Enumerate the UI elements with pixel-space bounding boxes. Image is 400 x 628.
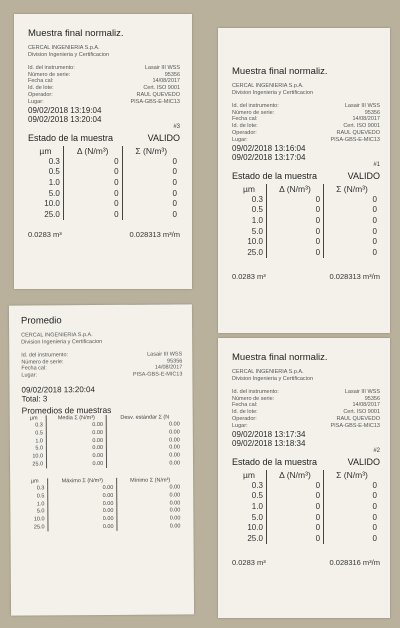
sample-status: Estado de la muestra VALIDO	[232, 170, 380, 181]
volume-footer	[28, 230, 180, 239]
instrument-info	[21, 351, 182, 380]
division-name: Division Ingenieria y Certificacion	[21, 338, 103, 346]
sample-number: #3	[173, 124, 180, 131]
start-time: 09/02/2018 13:17:34	[232, 429, 306, 439]
counts-table	[232, 184, 380, 258]
sample-volume: 0.0283 m³	[28, 230, 62, 240]
sample-volume: 0.0283 m³	[232, 272, 266, 282]
end-time: 09/02/2018 13:17:04	[232, 153, 306, 163]
table-row: 1.0 0.00 0.00	[22, 437, 183, 446]
table-row: 25.0 0.00 0.00	[22, 460, 183, 469]
info-row-lot: Id. de lote: Cert. ISO 9001	[232, 409, 380, 416]
counts-table	[232, 470, 380, 544]
info-row-lot: Id. de lote: Cert. ISO 9001	[28, 85, 180, 92]
flow-rate: 0.028313 m³/m	[129, 230, 180, 240]
table-header: µm Δ (N/m³) Σ (N/m³)	[232, 470, 380, 481]
info-row-instrument: Id. del instrumento: Lasair III WSS	[232, 388, 380, 395]
volume-footer	[232, 272, 380, 281]
info-row-lot: Id. de lote: Cert. ISO 9001	[232, 123, 380, 130]
instrument-info	[232, 103, 380, 144]
table-row: 5.0 0 0	[232, 513, 380, 524]
table-row: 1.0 0 0	[232, 216, 380, 227]
start-time: 09/02/2018 13:19:04	[28, 105, 102, 115]
instrument-info	[232, 389, 380, 430]
info-row-location: Lugar: PISA-GBS-E-MIC13	[28, 99, 180, 105]
company-name: CERCAL INGENIERIA S.p.A.	[232, 368, 304, 375]
table-row: 5.0 0 0	[232, 227, 380, 238]
company-name: CERCAL INGENIERIA S.p.A.	[28, 44, 100, 51]
info-row-cal-date: Fecha cal: 14/08/2017	[21, 364, 183, 372]
sample-number: #2	[373, 448, 380, 455]
table-row: 0.5 0 0	[232, 205, 380, 216]
info-row-serial: Número de serie: 95356	[232, 109, 380, 116]
info-row-operator: Operador: RAUL QUEVEDO	[232, 416, 380, 423]
division-name: Division Ingenieria y Certificacion	[232, 375, 314, 382]
table-header: µm Δ (N/m³) Σ (N/m³)	[28, 146, 180, 157]
table-row: 0.3 0 0	[232, 195, 380, 206]
info-row-instrument: Id. del instrumento: Lasair III WSS	[21, 351, 183, 359]
info-row-serial: Número de serie: 95356	[21, 357, 183, 366]
table-row: 25.0 0 0	[232, 534, 380, 545]
table-row: 25.0 0 0	[232, 248, 380, 259]
receipt-sample-2	[218, 338, 390, 618]
sample-volume: 0.0283 m³	[232, 558, 266, 568]
info-row-location: Lugar: PISA-GBS-E-MIC13	[21, 371, 183, 379]
table-row: 1.0 0 0	[232, 502, 380, 513]
end-time: 09/02/2018 13:20:04	[28, 115, 102, 125]
table-row: 10.0 0.00 0.00	[22, 452, 183, 461]
table-row: 0.3 0.00 0.00	[22, 485, 183, 494]
sample-status: Estado de la muestra VALIDO	[28, 132, 180, 143]
table-row: 0.5 0 0	[28, 167, 180, 178]
receipt-sample-3	[14, 14, 192, 289]
table-header: µm Máximo Σ (N/m³) Mínimo Σ (N/m³)	[22, 478, 183, 486]
report-time: 09/02/2018 13:20:04	[21, 385, 95, 395]
flow-rate: 0.028313 m³/m	[329, 272, 380, 282]
table-row: 0.3 0.00 0.00	[22, 422, 183, 431]
info-row-operator: Operador: RAUL QUEVEDO	[28, 92, 180, 99]
table-row: 10.0 0 0	[232, 237, 380, 248]
table-row: 1.0 0.00 0.00	[22, 500, 183, 509]
info-row-instrument: Id. del instrumento: Lasair III WSS	[232, 102, 380, 109]
info-row-location: Lugar: PISA-GBS-E-MIC13	[232, 423, 380, 429]
receipt-sample-1	[218, 28, 390, 333]
table-row: 10.0 0 0	[232, 523, 380, 534]
table-row: 5.0 0.00 0.00	[22, 445, 183, 454]
instrument-info	[28, 65, 180, 106]
table-row: 5.0 0 0	[28, 189, 180, 200]
counts-table	[28, 146, 180, 220]
table-row: 10.0 0.00 0.00	[22, 515, 183, 524]
table-row: 5.0 0.00 0.00	[22, 508, 183, 517]
info-row-instrument: Id. del instrumento: Lasair III WSS	[28, 64, 180, 71]
averages-table	[22, 415, 183, 469]
info-row-location: Lugar: PISA-GBS-E-MIC13	[232, 137, 380, 143]
table-row: 0.5 0.00 0.00	[22, 492, 183, 501]
company-name: CERCAL INGENIERIA S.p.A.	[21, 331, 93, 339]
info-row-serial: Número de serie: 95356	[232, 395, 380, 402]
max-min-table	[22, 478, 183, 532]
receipt-title: Muestra final normaliz.	[232, 352, 328, 363]
sample-status: Estado de la muestra VALIDO	[232, 456, 380, 467]
info-row-serial: Número de serie: 95356	[28, 71, 180, 78]
table-row: 25.0 0.00 0.00	[22, 523, 183, 532]
table-row: 0.5 0.00 0.00	[22, 429, 183, 438]
info-row-cal-date: Fecha cal: 14/08/2017	[232, 116, 380, 123]
division-name: Division Ingenieria y Certificacion	[232, 89, 314, 96]
table-row: 1.0 0 0	[28, 178, 180, 189]
receipt-title: Muestra final normaliz.	[232, 66, 328, 77]
table-row: 0.3 0 0	[28, 157, 180, 168]
averages-title: Promedios de muestras	[21, 404, 112, 416]
table-header: µm Δ (N/m³) Σ (N/m³)	[232, 184, 380, 195]
table-row: 0.3 0 0	[232, 481, 380, 492]
total-count: Total: 3	[21, 394, 48, 404]
company-name: CERCAL INGENIERIA S.p.A.	[232, 82, 304, 89]
receipt-promedio	[9, 304, 194, 615]
sample-number: #1	[373, 162, 380, 169]
end-time: 09/02/2018 13:18:34	[232, 439, 306, 449]
table-row: 10.0 0 0	[28, 199, 180, 210]
table-header: µm Media Σ (N/m³) Desv. estándar Σ (N	[22, 415, 183, 423]
division-name: Division Ingenieria y Certificacion	[28, 51, 110, 58]
info-row-operator: Operador: RAUL QUEVEDO	[232, 130, 380, 137]
start-time: 09/02/2018 13:16:04	[232, 143, 306, 153]
receipt-title: Promedio	[20, 315, 62, 327]
receipt-title: Muestra final normaliz.	[28, 28, 124, 39]
info-row-cal-date: Fecha cal: 14/08/2017	[28, 78, 180, 85]
flow-rate: 0.028316 m³/m	[329, 558, 380, 568]
volume-footer	[232, 558, 380, 567]
table-row: 0.5 0 0	[232, 491, 380, 502]
table-row: 25.0 0 0	[28, 210, 180, 221]
info-row-cal-date: Fecha cal: 14/08/2017	[232, 402, 380, 409]
